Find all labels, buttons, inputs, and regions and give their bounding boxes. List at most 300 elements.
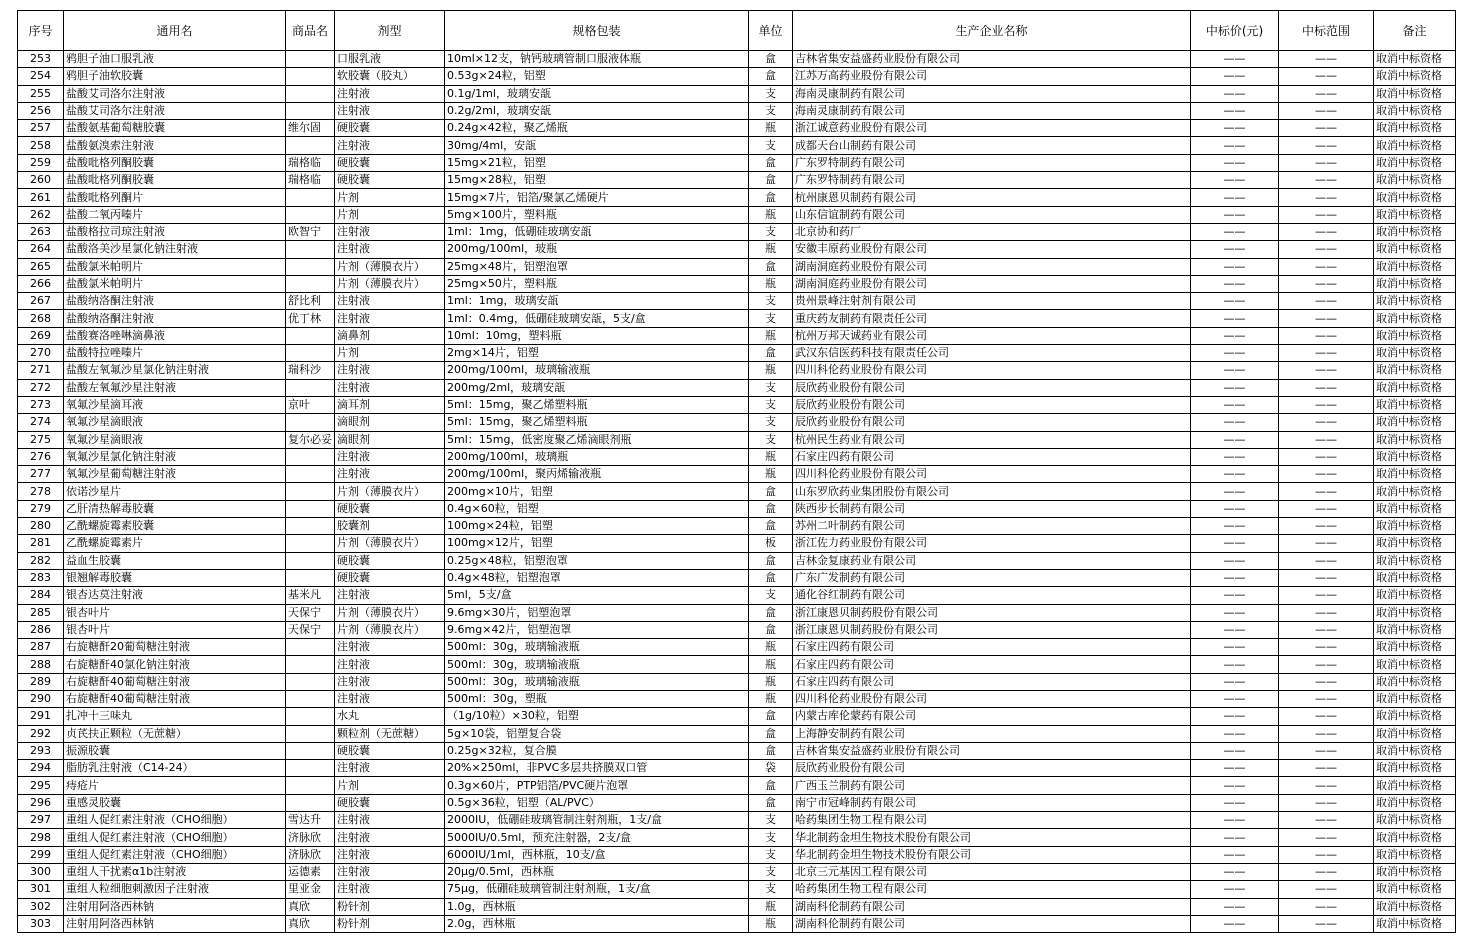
- cell-remarks: 取消中标资格: [1374, 898, 1456, 915]
- cell-dosage-form: 硬胶囊: [335, 154, 445, 171]
- cell-specification: 200mg/100ml，聚丙烯输液瓶: [445, 466, 749, 483]
- cell-generic-name: 贞芪扶正颗粒（无蔗糖）: [64, 725, 286, 742]
- cell-trade-name: [286, 690, 335, 707]
- cell-generic-name: 重感灵胶囊: [64, 794, 286, 811]
- cell-specification: 30mg/4ml，安瓿: [445, 137, 749, 154]
- cell-manufacturer: 广东罗特制药有限公司: [793, 172, 1191, 189]
- cell-bid-price: ——: [1191, 154, 1279, 171]
- cell-index: 279: [18, 500, 64, 517]
- cell-trade-name: [286, 483, 335, 500]
- cell-remarks: 取消中标资格: [1374, 258, 1456, 275]
- table-row: [18, 241, 1456, 258]
- cell-specification: 500ml：30g，玻璃输液瓶: [445, 656, 749, 673]
- cell-manufacturer: 通化谷红制药有限公司: [793, 587, 1191, 604]
- table-row: [18, 725, 1456, 742]
- cell-bid-price: ——: [1191, 189, 1279, 206]
- table-row: [18, 414, 1456, 431]
- cell-bid-scope: ——: [1279, 345, 1374, 362]
- cell-dosage-form: 片剂: [335, 345, 445, 362]
- cell-manufacturer: 辰欣药业股份有限公司: [793, 414, 1191, 431]
- cell-remarks: 取消中标资格: [1374, 812, 1456, 829]
- cell-bid-price: ——: [1191, 794, 1279, 811]
- cell-trade-name: [286, 68, 335, 85]
- drug-bid-table-sheet: [17, 10, 1456, 933]
- cell-generic-name: 盐酸特拉唑嗪片: [64, 345, 286, 362]
- cell-remarks: 取消中标资格: [1374, 379, 1456, 396]
- table-row: [18, 189, 1456, 206]
- cell-unit: 支: [749, 812, 793, 829]
- cell-bid-price: ——: [1191, 206, 1279, 223]
- cell-bid-scope: ——: [1279, 569, 1374, 586]
- cell-manufacturer: 江苏万高药业股份有限公司: [793, 68, 1191, 85]
- cell-remarks: 取消中标资格: [1374, 552, 1456, 569]
- cell-dosage-form: 注射液: [335, 881, 445, 898]
- cell-index: 258: [18, 137, 64, 154]
- table-row: [18, 777, 1456, 794]
- table-row: [18, 742, 1456, 759]
- cell-generic-name: 盐酸吡格列酮片: [64, 189, 286, 206]
- cell-unit: 支: [749, 414, 793, 431]
- cell-manufacturer: 浙江佐力药业股份有限公司: [793, 535, 1191, 552]
- cell-index: 294: [18, 760, 64, 777]
- cell-generic-name: 右旋糖酐40葡萄糖注射液: [64, 690, 286, 707]
- cell-remarks: 取消中标资格: [1374, 656, 1456, 673]
- cell-dosage-form: 注射液: [335, 362, 445, 379]
- cell-remarks: 取消中标资格: [1374, 310, 1456, 327]
- cell-specification: 20μg/0.5ml，西林瓶: [445, 863, 749, 880]
- table-row: [18, 223, 1456, 240]
- cell-specification: 0.53g×24粒，铝塑: [445, 68, 749, 85]
- cell-remarks: 取消中标资格: [1374, 690, 1456, 707]
- cell-index: 259: [18, 154, 64, 171]
- cell-bid-price: ——: [1191, 327, 1279, 344]
- cell-manufacturer: 石家庄四药有限公司: [793, 673, 1191, 690]
- cell-dosage-form: 注射液: [335, 102, 445, 119]
- cell-index: 277: [18, 466, 64, 483]
- cell-remarks: 取消中标资格: [1374, 535, 1456, 552]
- cell-dosage-form: 片剂（薄膜衣片）: [335, 483, 445, 500]
- cell-manufacturer: 北京协和药厂: [793, 223, 1191, 240]
- header-bid-price: 中标价(元): [1191, 11, 1279, 51]
- cell-trade-name: 济脉欣: [286, 846, 335, 863]
- cell-bid-scope: ——: [1279, 621, 1374, 638]
- header-generic-name: 通用名: [64, 11, 286, 51]
- cell-remarks: 取消中标资格: [1374, 794, 1456, 811]
- cell-remarks: 取消中标资格: [1374, 881, 1456, 898]
- cell-index: 270: [18, 345, 64, 362]
- table-body: [18, 51, 1456, 933]
- cell-index: 273: [18, 396, 64, 413]
- cell-index: 267: [18, 293, 64, 310]
- cell-index: 288: [18, 656, 64, 673]
- cell-bid-price: ——: [1191, 569, 1279, 586]
- table-row: [18, 258, 1456, 275]
- cell-trade-name: [286, 206, 335, 223]
- cell-index: 260: [18, 172, 64, 189]
- cell-index: 257: [18, 120, 64, 137]
- cell-bid-price: ——: [1191, 829, 1279, 846]
- cell-bid-price: ——: [1191, 448, 1279, 465]
- cell-dosage-form: 硬胶囊: [335, 794, 445, 811]
- cell-remarks: 取消中标资格: [1374, 725, 1456, 742]
- cell-unit: 瓶: [749, 241, 793, 258]
- header-row: [18, 11, 1456, 51]
- cell-dosage-form: 硬胶囊: [335, 569, 445, 586]
- cell-trade-name: 运德素: [286, 863, 335, 880]
- cell-dosage-form: 注射液: [335, 639, 445, 656]
- table-row: [18, 812, 1456, 829]
- cell-dosage-form: 片剂（薄膜衣片）: [335, 258, 445, 275]
- cell-bid-price: ——: [1191, 915, 1279, 932]
- cell-unit: 瓶: [749, 275, 793, 292]
- cell-generic-name: 盐酸氯米帕明片: [64, 258, 286, 275]
- table-row: [18, 137, 1456, 154]
- cell-remarks: 取消中标资格: [1374, 275, 1456, 292]
- cell-bid-price: ——: [1191, 137, 1279, 154]
- cell-unit: 盒: [749, 189, 793, 206]
- cell-trade-name: [286, 448, 335, 465]
- table-row: [18, 102, 1456, 119]
- cell-unit: 瓶: [749, 915, 793, 932]
- cell-manufacturer: 广东罗特制药有限公司: [793, 154, 1191, 171]
- cell-bid-scope: ——: [1279, 604, 1374, 621]
- cell-bid-price: ——: [1191, 639, 1279, 656]
- cell-manufacturer: 湖南洞庭药业股份有限公司: [793, 258, 1191, 275]
- cell-remarks: 取消中标资格: [1374, 362, 1456, 379]
- cell-bid-price: ——: [1191, 431, 1279, 448]
- table-row: [18, 483, 1456, 500]
- cell-index: 265: [18, 258, 64, 275]
- cell-remarks: 取消中标资格: [1374, 431, 1456, 448]
- cell-trade-name: [286, 102, 335, 119]
- cell-trade-name: [286, 258, 335, 275]
- cell-dosage-form: 片剂: [335, 777, 445, 794]
- cell-manufacturer: 辰欣药业股份有限公司: [793, 760, 1191, 777]
- cell-remarks: 取消中标资格: [1374, 846, 1456, 863]
- cell-specification: 0.5g×36粒，铝塑（AL/PVC）: [445, 794, 749, 811]
- cell-bid-price: ——: [1191, 863, 1279, 880]
- cell-remarks: 取消中标资格: [1374, 206, 1456, 223]
- cell-bid-scope: ——: [1279, 500, 1374, 517]
- cell-trade-name: [286, 414, 335, 431]
- cell-dosage-form: 注射液: [335, 223, 445, 240]
- table-row: [18, 172, 1456, 189]
- cell-manufacturer: 石家庄四药有限公司: [793, 448, 1191, 465]
- cell-dosage-form: 注射液: [335, 379, 445, 396]
- cell-manufacturer: 湖南科伦制药有限公司: [793, 915, 1191, 932]
- cell-dosage-form: 片剂（薄膜衣片）: [335, 604, 445, 621]
- cell-bid-price: ——: [1191, 483, 1279, 500]
- cell-specification: 15mg×7片，铝箔/聚氯乙烯硬片: [445, 189, 749, 206]
- cell-generic-name: 右旋糖酐20葡萄糖注射液: [64, 639, 286, 656]
- cell-generic-name: 扎冲十三味丸: [64, 708, 286, 725]
- cell-unit: 支: [749, 846, 793, 863]
- cell-generic-name: 银杏叶片: [64, 621, 286, 638]
- cell-generic-name: 注射用阿洛西林钠: [64, 915, 286, 932]
- cell-trade-name: [286, 466, 335, 483]
- cell-unit: 支: [749, 587, 793, 604]
- cell-specification: 20%×250ml，非PVC多层共挤膜双口管: [445, 760, 749, 777]
- cell-trade-name: [286, 345, 335, 362]
- cell-manufacturer: 杭州万邦天诚药业有限公司: [793, 327, 1191, 344]
- cell-bid-price: ——: [1191, 777, 1279, 794]
- cell-manufacturer: 山东信谊制药有限公司: [793, 206, 1191, 223]
- cell-remarks: 取消中标资格: [1374, 414, 1456, 431]
- cell-dosage-form: 注射液: [335, 310, 445, 327]
- cell-generic-name: 银翘解毒胶囊: [64, 569, 286, 586]
- cell-generic-name: 重组人促红素注射液（CHO细胞）: [64, 846, 286, 863]
- table-row: [18, 552, 1456, 569]
- cell-bid-price: ——: [1191, 587, 1279, 604]
- cell-trade-name: 瑞格临: [286, 154, 335, 171]
- cell-index: 264: [18, 241, 64, 258]
- cell-unit: 盒: [749, 794, 793, 811]
- cell-manufacturer: 华北制药金坦生物技术股份有限公司: [793, 846, 1191, 863]
- cell-unit: 瓶: [749, 448, 793, 465]
- cell-manufacturer: 安徽丰原药业股份有限公司: [793, 241, 1191, 258]
- cell-index: 263: [18, 223, 64, 240]
- cell-unit: 盒: [749, 154, 793, 171]
- cell-dosage-form: 胶囊剂: [335, 518, 445, 535]
- cell-generic-name: 盐酸左氧氟沙星氯化钠注射液: [64, 362, 286, 379]
- cell-manufacturer: 石家庄四药有限公司: [793, 656, 1191, 673]
- cell-generic-name: 盐酸氯米帕明片: [64, 275, 286, 292]
- cell-manufacturer: 苏州二叶制药有限公司: [793, 518, 1191, 535]
- cell-unit: 瓶: [749, 466, 793, 483]
- cell-trade-name: [286, 535, 335, 552]
- cell-index: 286: [18, 621, 64, 638]
- cell-bid-scope: ——: [1279, 673, 1374, 690]
- cell-bid-price: ——: [1191, 846, 1279, 863]
- cell-generic-name: 盐酸吡格列酮胶囊: [64, 154, 286, 171]
- cell-bid-price: ——: [1191, 518, 1279, 535]
- cell-bid-price: ——: [1191, 223, 1279, 240]
- cell-manufacturer: 北京三元基因工程有限公司: [793, 863, 1191, 880]
- cell-unit: 支: [749, 102, 793, 119]
- cell-manufacturer: 浙江康恩贝制药股份有限公司: [793, 621, 1191, 638]
- cell-specification: 200mg/100ml，玻璃瓶: [445, 448, 749, 465]
- cell-unit: 盒: [749, 172, 793, 189]
- cell-trade-name: [286, 85, 335, 102]
- cell-index: 269: [18, 327, 64, 344]
- cell-index: 293: [18, 742, 64, 759]
- cell-bid-price: ——: [1191, 656, 1279, 673]
- cell-bid-price: ——: [1191, 621, 1279, 638]
- cell-generic-name: 盐酸氨基葡萄糖胶囊: [64, 120, 286, 137]
- cell-trade-name: [286, 742, 335, 759]
- cell-manufacturer: 四川科伦药业股份有限公司: [793, 690, 1191, 707]
- table-row: [18, 898, 1456, 915]
- table-row: [18, 604, 1456, 621]
- cell-specification: 5ml：15mg，低密度聚乙烯滴眼剂瓶: [445, 431, 749, 448]
- cell-generic-name: 氧氟沙星滴眼液: [64, 414, 286, 431]
- cell-index: 303: [18, 915, 64, 932]
- cell-bid-scope: ——: [1279, 742, 1374, 759]
- cell-dosage-form: 颗粒剂（无蔗糖）: [335, 725, 445, 742]
- cell-generic-name: 注射用阿洛西林钠: [64, 898, 286, 915]
- cell-generic-name: 重组人干扰素α1b注射液: [64, 863, 286, 880]
- cell-specification: 25mg×50片，塑料瓶: [445, 275, 749, 292]
- cell-specification: 15mg×21粒，铝塑: [445, 154, 749, 171]
- cell-trade-name: [286, 708, 335, 725]
- cell-dosage-form: 水丸: [335, 708, 445, 725]
- cell-manufacturer: 重庆药友制药有限责任公司: [793, 310, 1191, 327]
- cell-specification: 0.25g×48粒，铝塑泡罩: [445, 552, 749, 569]
- cell-manufacturer: 湖南洞庭药业股份有限公司: [793, 275, 1191, 292]
- cell-unit: 盒: [749, 483, 793, 500]
- cell-bid-scope: ——: [1279, 812, 1374, 829]
- cell-generic-name: 鸦胆子油软胶囊: [64, 68, 286, 85]
- cell-bid-price: ——: [1191, 414, 1279, 431]
- cell-remarks: 取消中标资格: [1374, 448, 1456, 465]
- cell-manufacturer: 内蒙古库伦蒙药有限公司: [793, 708, 1191, 725]
- cell-index: 268: [18, 310, 64, 327]
- cell-dosage-form: 片剂: [335, 206, 445, 223]
- cell-trade-name: [286, 500, 335, 517]
- cell-bid-price: ——: [1191, 466, 1279, 483]
- cell-remarks: 取消中标资格: [1374, 51, 1456, 68]
- cell-index: 298: [18, 829, 64, 846]
- cell-remarks: 取消中标资格: [1374, 154, 1456, 171]
- cell-unit: 支: [749, 379, 793, 396]
- cell-specification: 5ml：15mg，聚乙烯塑料瓶: [445, 396, 749, 413]
- cell-trade-name: [286, 379, 335, 396]
- cell-unit: 支: [749, 293, 793, 310]
- cell-specification: 9.6mg×42片，铝塑泡罩: [445, 621, 749, 638]
- cell-unit: 盒: [749, 708, 793, 725]
- cell-remarks: 取消中标资格: [1374, 777, 1456, 794]
- table-row: [18, 120, 1456, 137]
- cell-remarks: 取消中标资格: [1374, 829, 1456, 846]
- cell-specification: 1ml：1mg，玻璃安瓿: [445, 293, 749, 310]
- cell-index: 282: [18, 552, 64, 569]
- cell-bid-price: ——: [1191, 708, 1279, 725]
- cell-specification: 6000IU/1ml，西林瓶，10支/盒: [445, 846, 749, 863]
- cell-bid-scope: ——: [1279, 206, 1374, 223]
- cell-remarks: 取消中标资格: [1374, 102, 1456, 119]
- cell-trade-name: [286, 639, 335, 656]
- cell-bid-scope: ——: [1279, 915, 1374, 932]
- cell-generic-name: 氧氟沙星葡萄糖注射液: [64, 466, 286, 483]
- cell-index: 271: [18, 362, 64, 379]
- cell-manufacturer: 湖南科伦制药有限公司: [793, 898, 1191, 915]
- cell-specification: 200mg/2ml，玻璃安瓿: [445, 379, 749, 396]
- cell-trade-name: [286, 569, 335, 586]
- cell-index: 275: [18, 431, 64, 448]
- cell-bid-scope: ——: [1279, 639, 1374, 656]
- cell-index: 280: [18, 518, 64, 535]
- table-row: [18, 396, 1456, 413]
- cell-dosage-form: 硬胶囊: [335, 742, 445, 759]
- cell-unit: 盒: [749, 569, 793, 586]
- cell-remarks: 取消中标资格: [1374, 85, 1456, 102]
- cell-specification: 500ml：30g，玻璃输液瓶: [445, 673, 749, 690]
- cell-generic-name: 依诺沙星片: [64, 483, 286, 500]
- cell-generic-name: 银杏叶片: [64, 604, 286, 621]
- cell-bid-scope: ——: [1279, 483, 1374, 500]
- table-row: [18, 690, 1456, 707]
- cell-bid-scope: ——: [1279, 587, 1374, 604]
- cell-dosage-form: 口服乳液: [335, 51, 445, 68]
- cell-specification: 5g×10袋，铝塑复合袋: [445, 725, 749, 742]
- cell-unit: 盒: [749, 68, 793, 85]
- cell-index: 281: [18, 535, 64, 552]
- cell-index: 262: [18, 206, 64, 223]
- cell-trade-name: [286, 518, 335, 535]
- cell-remarks: 取消中标资格: [1374, 293, 1456, 310]
- cell-remarks: 取消中标资格: [1374, 483, 1456, 500]
- cell-dosage-form: 粉针剂: [335, 898, 445, 915]
- cell-index: 300: [18, 863, 64, 880]
- table-row: [18, 206, 1456, 223]
- cell-dosage-form: 注射液: [335, 137, 445, 154]
- cell-bid-price: ——: [1191, 310, 1279, 327]
- cell-bid-price: ——: [1191, 500, 1279, 517]
- cell-manufacturer: 海南灵康制药有限公司: [793, 85, 1191, 102]
- cell-bid-scope: ——: [1279, 241, 1374, 258]
- cell-specification: 9.6mg×30片，铝塑泡罩: [445, 604, 749, 621]
- cell-manufacturer: 武汉东信医药科技有限责任公司: [793, 345, 1191, 362]
- cell-specification: 1ml：0.4mg，低硼硅玻璃安瓿，5支/盒: [445, 310, 749, 327]
- cell-manufacturer: 杭州康恩贝制药有限公司: [793, 189, 1191, 206]
- cell-trade-name: 瑞格临: [286, 172, 335, 189]
- cell-dosage-form: 注射液: [335, 466, 445, 483]
- cell-trade-name: [286, 51, 335, 68]
- cell-bid-price: ——: [1191, 690, 1279, 707]
- cell-generic-name: 盐酸格拉司琼注射液: [64, 223, 286, 240]
- table-row: [18, 760, 1456, 777]
- cell-unit: 盒: [749, 345, 793, 362]
- cell-manufacturer: 杭州民生药业有限公司: [793, 431, 1191, 448]
- cell-dosage-form: 注射液: [335, 690, 445, 707]
- cell-dosage-form: 注射液: [335, 587, 445, 604]
- cell-remarks: 取消中标资格: [1374, 518, 1456, 535]
- cell-unit: 瓶: [749, 898, 793, 915]
- cell-bid-scope: ——: [1279, 362, 1374, 379]
- table-row: [18, 829, 1456, 846]
- cell-index: 274: [18, 414, 64, 431]
- cell-bid-price: ——: [1191, 604, 1279, 621]
- cell-trade-name: 舒比利: [286, 293, 335, 310]
- cell-remarks: 取消中标资格: [1374, 172, 1456, 189]
- table-row: [18, 448, 1456, 465]
- cell-manufacturer: 广西玉兰制药有限公司: [793, 777, 1191, 794]
- cell-manufacturer: 山东罗欣药业集团股份有限公司: [793, 483, 1191, 500]
- cell-trade-name: 优丁林: [286, 310, 335, 327]
- cell-generic-name: 右旋糖酐40葡萄糖注射液: [64, 673, 286, 690]
- cell-trade-name: [286, 794, 335, 811]
- cell-generic-name: 盐酸艾司洛尔注射液: [64, 102, 286, 119]
- cell-specification: 500ml：30g，塑瓶: [445, 690, 749, 707]
- cell-generic-name: 乙酰螺旋霉素胶囊: [64, 518, 286, 535]
- cell-generic-name: 盐酸艾司洛尔注射液: [64, 85, 286, 102]
- cell-bid-price: ——: [1191, 275, 1279, 292]
- cell-manufacturer: 浙江诚意药业股份有限公司: [793, 120, 1191, 137]
- cell-generic-name: 氧氟沙星滴耳液: [64, 396, 286, 413]
- cell-index: 283: [18, 569, 64, 586]
- cell-generic-name: 盐酸氨溴索注射液: [64, 137, 286, 154]
- cell-bid-scope: ——: [1279, 85, 1374, 102]
- cell-generic-name: 盐酸纳洛酮注射液: [64, 310, 286, 327]
- cell-trade-name: [286, 189, 335, 206]
- header-manufacturer: 生产企业名称: [793, 11, 1191, 51]
- cell-generic-name: 重组人粒细胞刺激因子注射液: [64, 881, 286, 898]
- cell-bid-price: ——: [1191, 120, 1279, 137]
- cell-specification: 500ml：30g，玻璃输液瓶: [445, 639, 749, 656]
- cell-index: 254: [18, 68, 64, 85]
- table-row: [18, 535, 1456, 552]
- cell-generic-name: 盐酸赛洛唑啉滴鼻液: [64, 327, 286, 344]
